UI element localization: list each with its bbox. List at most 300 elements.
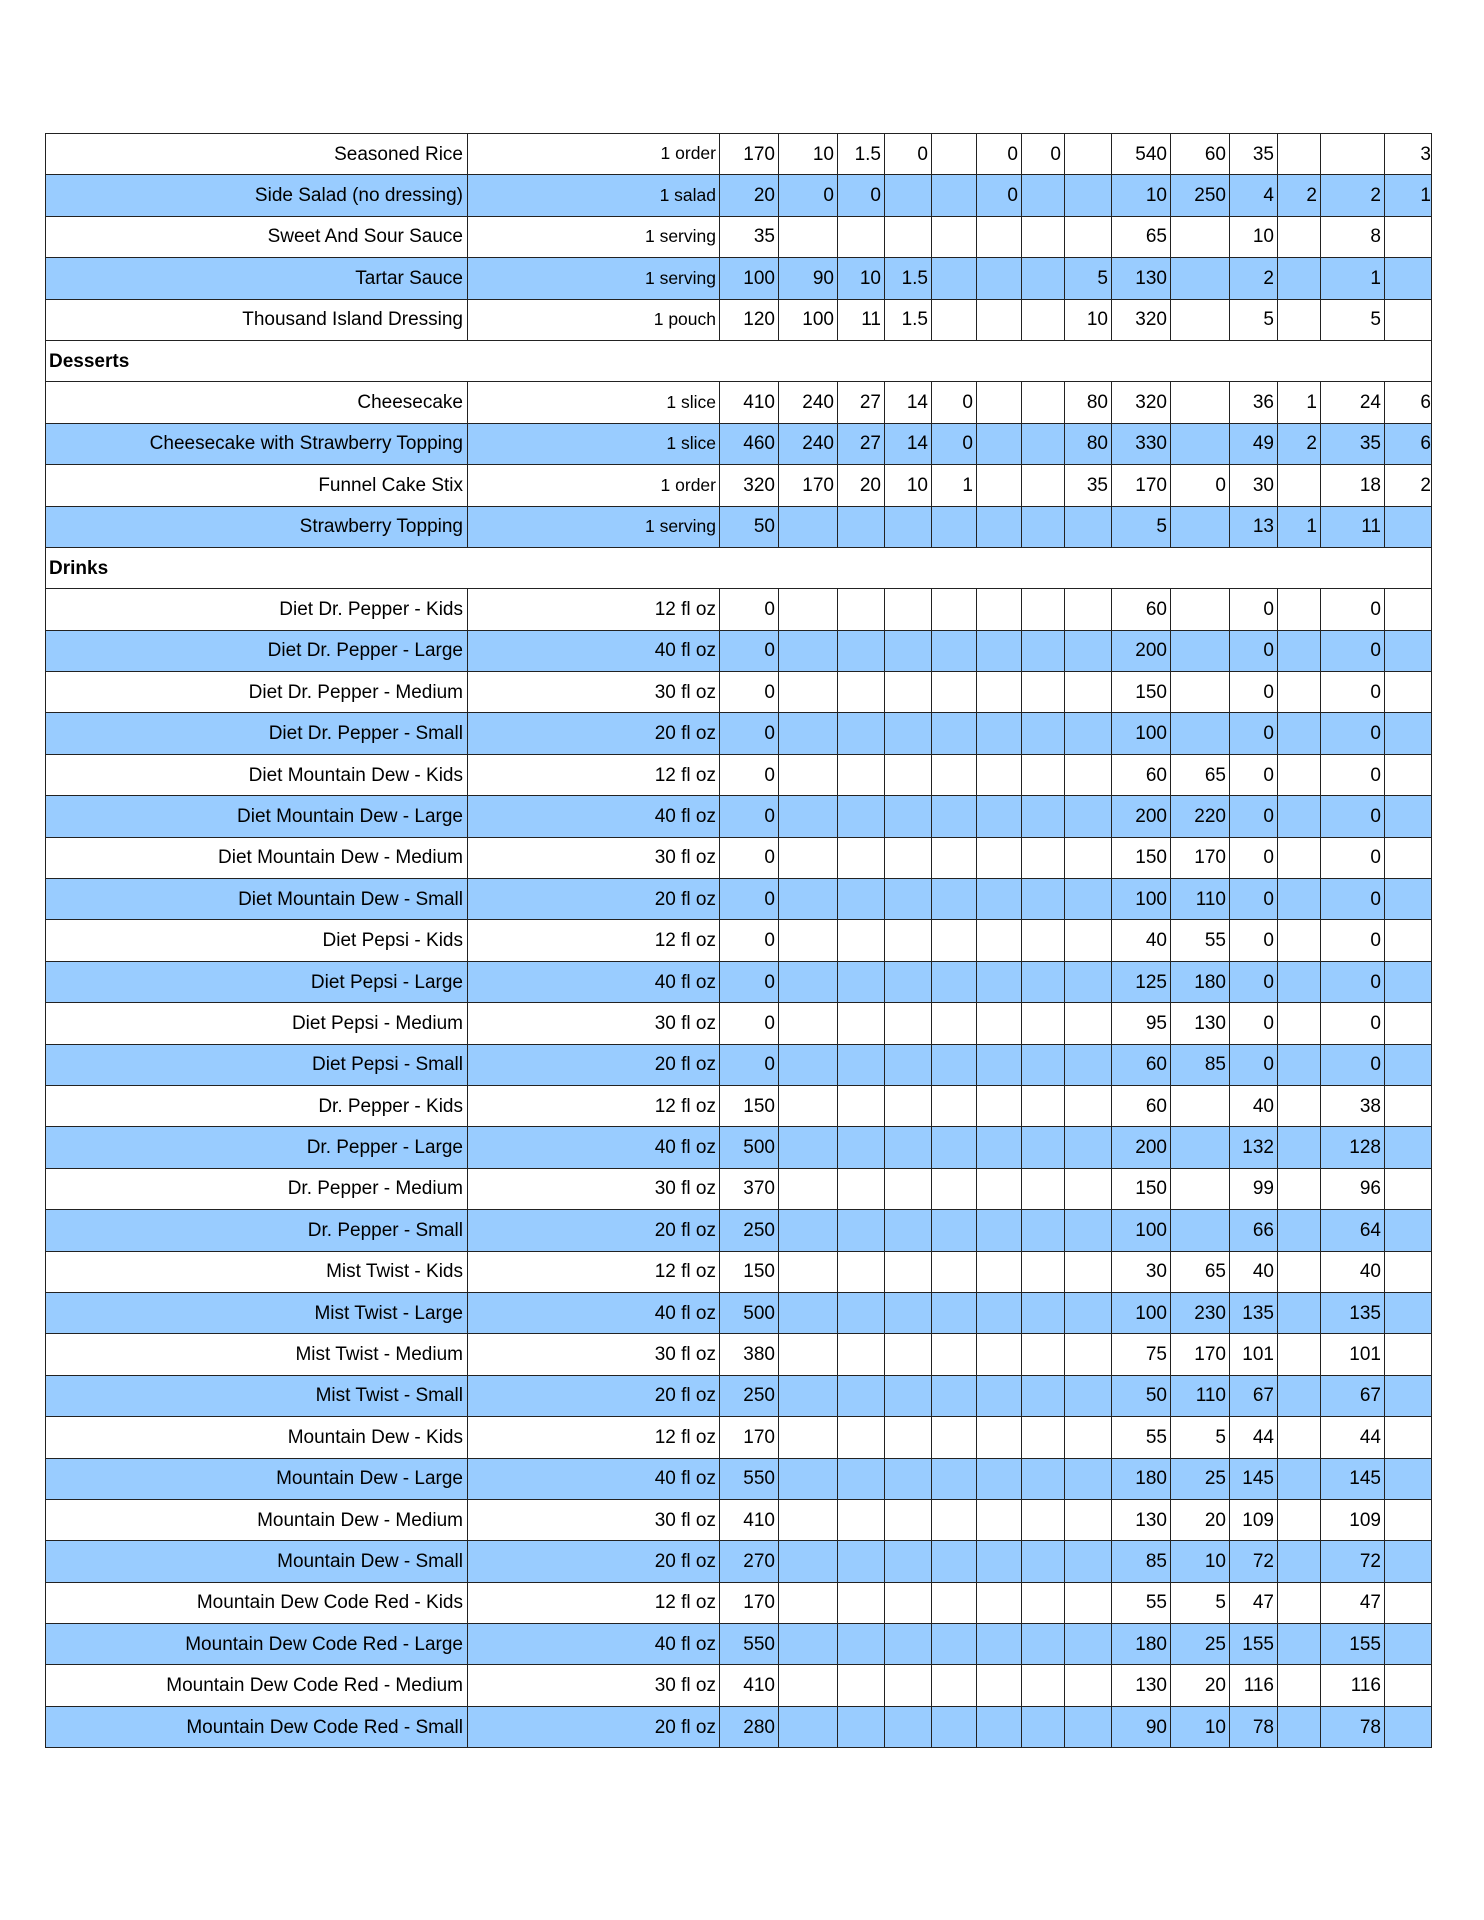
item-name-cell: Mist Twist - Medium xyxy=(46,1334,468,1375)
item-name-cell: Diet Mountain Dew - Medium xyxy=(46,837,468,878)
value-cell: 270 xyxy=(720,1541,779,1582)
value-cell: 0 xyxy=(1321,589,1385,630)
value-cell xyxy=(1171,216,1230,257)
table-row xyxy=(46,258,1432,299)
value-cell xyxy=(838,1044,885,1085)
table-row xyxy=(46,837,1432,878)
value-cell xyxy=(1022,1003,1065,1044)
value-cell xyxy=(1022,299,1065,340)
value-cell xyxy=(838,837,885,878)
item-name-cell: Dr. Pepper - Medium xyxy=(46,1168,468,1209)
table-row xyxy=(46,713,1432,754)
value-cell: 0 xyxy=(1230,713,1278,754)
value-cell: 0 xyxy=(1321,672,1385,713)
value-cell xyxy=(1278,1458,1321,1499)
serving-size-cell: 12 fl oz xyxy=(468,1582,720,1623)
value-cell: 200 xyxy=(1112,630,1171,671)
value-cell: 55 xyxy=(1112,1417,1171,1458)
serving-size-cell: 20 fl oz xyxy=(468,1044,720,1085)
value-cell: 80 xyxy=(1065,423,1112,464)
value-cell xyxy=(1385,1375,1432,1416)
item-name-cell: Cheesecake xyxy=(46,382,468,423)
value-cell: 50 xyxy=(720,506,779,547)
value-cell: 67 xyxy=(1230,1375,1278,1416)
item-name-cell: Mountain Dew - Small xyxy=(46,1541,468,1582)
value-cell xyxy=(838,1582,885,1623)
value-cell xyxy=(1171,423,1230,464)
value-cell: 20 xyxy=(838,465,885,506)
value-cell: 145 xyxy=(1321,1458,1385,1499)
value-cell: 10 xyxy=(885,465,932,506)
value-cell xyxy=(838,1085,885,1126)
value-cell: 280 xyxy=(720,1706,779,1747)
value-cell: 10 xyxy=(1171,1706,1230,1747)
item-name-cell: Dr. Pepper - Small xyxy=(46,1210,468,1251)
value-cell xyxy=(1065,1085,1112,1126)
value-cell xyxy=(932,1624,977,1665)
value-cell: 150 xyxy=(1112,672,1171,713)
value-cell xyxy=(1385,1168,1432,1209)
value-cell: 170 xyxy=(779,465,838,506)
item-name-cell: Mist Twist - Large xyxy=(46,1292,468,1333)
value-cell xyxy=(1022,1292,1065,1333)
value-cell xyxy=(838,1541,885,1582)
table-row xyxy=(46,589,1432,630)
table-row xyxy=(46,423,1432,464)
table-row xyxy=(46,1292,1432,1333)
value-cell: 110 xyxy=(1171,1375,1230,1416)
value-cell xyxy=(932,920,977,961)
value-cell: 170 xyxy=(720,1582,779,1623)
value-cell: 0 xyxy=(1321,837,1385,878)
value-cell xyxy=(1171,1168,1230,1209)
value-cell xyxy=(779,1582,838,1623)
serving-size-cell: 40 fl oz xyxy=(468,1624,720,1665)
table-row xyxy=(46,796,1432,837)
value-cell xyxy=(1022,1624,1065,1665)
value-cell xyxy=(1065,879,1112,920)
value-cell: 0 xyxy=(885,134,932,175)
value-cell xyxy=(932,1541,977,1582)
value-cell: 0 xyxy=(720,837,779,878)
value-cell: 0 xyxy=(1230,1003,1278,1044)
value-cell xyxy=(1278,1375,1321,1416)
value-cell: 0 xyxy=(1321,754,1385,795)
value-cell: 125 xyxy=(1112,961,1171,1002)
table-row xyxy=(46,1334,1432,1375)
item-name-cell: Diet Pepsi - Medium xyxy=(46,1003,468,1044)
value-cell xyxy=(932,258,977,299)
value-cell: 0 xyxy=(1230,589,1278,630)
serving-size-cell: 12 fl oz xyxy=(468,754,720,795)
table-row xyxy=(46,1375,1432,1416)
serving-size-cell: 1 serving xyxy=(468,216,720,257)
value-cell xyxy=(1278,465,1321,506)
value-cell: 13 xyxy=(1230,506,1278,547)
value-cell xyxy=(838,589,885,630)
value-cell xyxy=(779,837,838,878)
value-cell xyxy=(1385,589,1432,630)
value-cell xyxy=(779,1541,838,1582)
value-cell xyxy=(838,1251,885,1292)
value-cell xyxy=(977,1499,1022,1540)
serving-size-cell: 30 fl oz xyxy=(468,1168,720,1209)
value-cell: 6 xyxy=(1385,423,1432,464)
serving-size-cell: 1 serving xyxy=(468,258,720,299)
serving-size-cell: 20 fl oz xyxy=(468,1375,720,1416)
value-cell xyxy=(977,1706,1022,1747)
value-cell xyxy=(779,1127,838,1168)
value-cell xyxy=(1065,1665,1112,1706)
value-cell xyxy=(1278,837,1321,878)
value-cell xyxy=(932,879,977,920)
value-cell xyxy=(1065,837,1112,878)
value-cell xyxy=(1022,589,1065,630)
value-cell xyxy=(932,1458,977,1499)
value-cell: 50 xyxy=(1112,1375,1171,1416)
table-row xyxy=(46,299,1432,340)
value-cell xyxy=(1065,589,1112,630)
value-cell xyxy=(1065,1210,1112,1251)
value-cell xyxy=(1278,1541,1321,1582)
item-name-cell: Tartar Sauce xyxy=(46,258,468,299)
value-cell: 24 xyxy=(1321,382,1385,423)
serving-size-cell: 1 serving xyxy=(468,506,720,547)
value-cell xyxy=(885,1251,932,1292)
value-cell xyxy=(977,1003,1022,1044)
value-cell: 220 xyxy=(1171,796,1230,837)
value-cell xyxy=(1385,1499,1432,1540)
value-cell: 2 xyxy=(1278,175,1321,216)
value-cell: 120 xyxy=(720,299,779,340)
value-cell: 85 xyxy=(1171,1044,1230,1085)
value-cell xyxy=(977,465,1022,506)
value-cell xyxy=(1385,837,1432,878)
value-cell xyxy=(977,754,1022,795)
value-cell xyxy=(932,134,977,175)
value-cell xyxy=(838,506,885,547)
value-cell xyxy=(977,1251,1022,1292)
value-cell xyxy=(779,754,838,795)
value-cell xyxy=(885,1458,932,1499)
value-cell: 49 xyxy=(1230,423,1278,464)
value-cell: 135 xyxy=(1321,1292,1385,1333)
value-cell xyxy=(1171,713,1230,754)
value-cell: 109 xyxy=(1321,1499,1385,1540)
table-row xyxy=(46,175,1432,216)
value-cell: 65 xyxy=(1112,216,1171,257)
value-cell: 170 xyxy=(1112,465,1171,506)
value-cell xyxy=(779,1251,838,1292)
value-cell xyxy=(779,1417,838,1458)
value-cell xyxy=(779,1624,838,1665)
value-cell xyxy=(1385,216,1432,257)
value-cell: 95 xyxy=(1112,1003,1171,1044)
value-cell xyxy=(885,1706,932,1747)
value-cell: 200 xyxy=(1112,1127,1171,1168)
value-cell: 0 xyxy=(1230,672,1278,713)
value-cell xyxy=(977,1458,1022,1499)
value-cell: 1 xyxy=(1321,258,1385,299)
value-cell: 116 xyxy=(1230,1665,1278,1706)
value-cell: 0 xyxy=(932,382,977,423)
value-cell xyxy=(1171,630,1230,671)
value-cell: 0 xyxy=(1022,134,1065,175)
value-cell: 0 xyxy=(1230,1044,1278,1085)
value-cell: 72 xyxy=(1321,1541,1385,1582)
value-cell: 3 xyxy=(1385,134,1432,175)
item-name-cell: Dr. Pepper - Large xyxy=(46,1127,468,1168)
value-cell xyxy=(932,754,977,795)
value-cell: 10 xyxy=(1112,175,1171,216)
value-cell xyxy=(1385,1458,1432,1499)
value-cell xyxy=(838,1458,885,1499)
value-cell: 2 xyxy=(1230,258,1278,299)
value-cell xyxy=(1022,1085,1065,1126)
value-cell: 35 xyxy=(1230,134,1278,175)
value-cell xyxy=(838,1375,885,1416)
value-cell xyxy=(932,1375,977,1416)
serving-size-cell: 30 fl oz xyxy=(468,1003,720,1044)
value-cell xyxy=(977,1168,1022,1209)
value-cell: 47 xyxy=(1321,1582,1385,1623)
value-cell: 10 xyxy=(838,258,885,299)
value-cell xyxy=(977,1044,1022,1085)
value-cell: 170 xyxy=(1171,837,1230,878)
value-cell xyxy=(1278,589,1321,630)
category-header-row xyxy=(46,547,1432,588)
value-cell: 180 xyxy=(1112,1458,1171,1499)
value-cell xyxy=(779,1044,838,1085)
value-cell xyxy=(1278,1168,1321,1209)
value-cell xyxy=(977,1127,1022,1168)
value-cell xyxy=(885,1499,932,1540)
value-cell xyxy=(1278,1582,1321,1623)
value-cell xyxy=(1385,1127,1432,1168)
value-cell xyxy=(1065,1334,1112,1375)
value-cell: 1 xyxy=(1278,506,1321,547)
value-cell: 250 xyxy=(720,1210,779,1251)
value-cell xyxy=(838,1003,885,1044)
item-name-cell: Funnel Cake Stix xyxy=(46,465,468,506)
table-row xyxy=(46,1251,1432,1292)
table-row xyxy=(46,1210,1432,1251)
value-cell: 150 xyxy=(1112,1168,1171,1209)
serving-size-cell: 20 fl oz xyxy=(468,1541,720,1582)
value-cell: 550 xyxy=(720,1458,779,1499)
value-cell xyxy=(932,1127,977,1168)
value-cell xyxy=(1022,382,1065,423)
value-cell xyxy=(932,1003,977,1044)
value-cell xyxy=(1385,879,1432,920)
value-cell xyxy=(885,506,932,547)
value-cell: 60 xyxy=(1112,1085,1171,1126)
value-cell xyxy=(885,1003,932,1044)
value-cell xyxy=(838,879,885,920)
value-cell: 380 xyxy=(720,1334,779,1375)
value-cell: 4 xyxy=(1230,175,1278,216)
item-name-cell: Diet Mountain Dew - Large xyxy=(46,796,468,837)
value-cell: 0 xyxy=(1230,879,1278,920)
value-cell xyxy=(932,1210,977,1251)
serving-size-cell: 40 fl oz xyxy=(468,630,720,671)
value-cell xyxy=(1022,1706,1065,1747)
value-cell xyxy=(932,1251,977,1292)
value-cell: 0 xyxy=(720,1003,779,1044)
value-cell: 101 xyxy=(1321,1334,1385,1375)
value-cell: 67 xyxy=(1321,1375,1385,1416)
value-cell xyxy=(932,506,977,547)
value-cell xyxy=(977,630,1022,671)
value-cell: 8 xyxy=(1321,216,1385,257)
value-cell: 65 xyxy=(1171,754,1230,795)
value-cell xyxy=(1065,630,1112,671)
value-cell xyxy=(977,506,1022,547)
item-name-cell: Mountain Dew Code Red - Small xyxy=(46,1706,468,1747)
value-cell xyxy=(885,1582,932,1623)
value-cell: 0 xyxy=(720,961,779,1002)
value-cell: 110 xyxy=(1171,879,1230,920)
value-cell: 320 xyxy=(1112,382,1171,423)
serving-size-cell: 40 fl oz xyxy=(468,1127,720,1168)
table-row xyxy=(46,1127,1432,1168)
value-cell xyxy=(1385,1003,1432,1044)
serving-size-cell: 20 fl oz xyxy=(468,1706,720,1747)
value-cell xyxy=(1065,754,1112,795)
item-name-cell: Side Salad (no dressing) xyxy=(46,175,468,216)
value-cell xyxy=(1385,1541,1432,1582)
value-cell xyxy=(977,589,1022,630)
value-cell xyxy=(1278,1085,1321,1126)
value-cell: 65 xyxy=(1171,1251,1230,1292)
value-cell xyxy=(838,1417,885,1458)
value-cell: 10 xyxy=(1065,299,1112,340)
value-cell xyxy=(977,1375,1022,1416)
value-cell xyxy=(1065,1624,1112,1665)
serving-size-cell: 30 fl oz xyxy=(468,1499,720,1540)
value-cell xyxy=(1385,258,1432,299)
value-cell xyxy=(932,1499,977,1540)
value-cell: 250 xyxy=(720,1375,779,1416)
value-cell xyxy=(1278,796,1321,837)
value-cell xyxy=(1385,630,1432,671)
value-cell xyxy=(932,630,977,671)
value-cell xyxy=(885,589,932,630)
item-name-cell: Diet Mountain Dew - Small xyxy=(46,879,468,920)
value-cell xyxy=(838,630,885,671)
value-cell xyxy=(885,1210,932,1251)
value-cell xyxy=(838,672,885,713)
value-cell: 145 xyxy=(1230,1458,1278,1499)
value-cell: 35 xyxy=(1321,423,1385,464)
value-cell: 5 xyxy=(1171,1582,1230,1623)
table-row xyxy=(46,920,1432,961)
value-cell xyxy=(1022,423,1065,464)
value-cell xyxy=(1278,713,1321,754)
value-cell: 64 xyxy=(1321,1210,1385,1251)
value-cell: 1.5 xyxy=(885,299,932,340)
value-cell: 5 xyxy=(1321,299,1385,340)
value-cell: 150 xyxy=(720,1251,779,1292)
value-cell: 1.5 xyxy=(838,134,885,175)
table-row xyxy=(46,1458,1432,1499)
value-cell: 135 xyxy=(1230,1292,1278,1333)
value-cell xyxy=(1278,1251,1321,1292)
value-cell xyxy=(1171,589,1230,630)
serving-size-cell: 1 slice xyxy=(468,382,720,423)
value-cell xyxy=(1171,1127,1230,1168)
value-cell xyxy=(1022,1375,1065,1416)
value-cell: 170 xyxy=(1171,1334,1230,1375)
value-cell xyxy=(779,713,838,754)
serving-size-cell: 12 fl oz xyxy=(468,1085,720,1126)
value-cell xyxy=(1385,713,1432,754)
table-row xyxy=(46,1499,1432,1540)
item-name-cell: Sweet And Sour Sauce xyxy=(46,216,468,257)
table-row xyxy=(46,754,1432,795)
value-cell xyxy=(1385,961,1432,1002)
value-cell xyxy=(779,1665,838,1706)
serving-size-cell: 40 fl oz xyxy=(468,1458,720,1499)
value-cell xyxy=(977,1292,1022,1333)
serving-size-cell: 30 fl oz xyxy=(468,837,720,878)
value-cell: 30 xyxy=(1112,1251,1171,1292)
value-cell: 40 xyxy=(1230,1085,1278,1126)
value-cell xyxy=(1385,299,1432,340)
table-row xyxy=(46,1624,1432,1665)
value-cell xyxy=(1022,754,1065,795)
value-cell: 500 xyxy=(720,1292,779,1333)
item-name-cell: Mountain Dew - Kids xyxy=(46,1417,468,1458)
value-cell: 44 xyxy=(1230,1417,1278,1458)
value-cell xyxy=(885,961,932,1002)
value-cell xyxy=(1065,1458,1112,1499)
value-cell xyxy=(977,961,1022,1002)
value-cell: 155 xyxy=(1230,1624,1278,1665)
value-cell: 100 xyxy=(1112,713,1171,754)
value-cell xyxy=(932,1706,977,1747)
value-cell: 5 xyxy=(1112,506,1171,547)
value-cell xyxy=(1022,1458,1065,1499)
value-cell xyxy=(1022,506,1065,547)
value-cell: 2 xyxy=(1321,175,1385,216)
value-cell: 90 xyxy=(1112,1706,1171,1747)
value-cell xyxy=(1022,175,1065,216)
value-cell: 0 xyxy=(779,175,838,216)
value-cell xyxy=(1278,216,1321,257)
value-cell xyxy=(1022,465,1065,506)
value-cell xyxy=(779,1458,838,1499)
value-cell: 10 xyxy=(1171,1541,1230,1582)
value-cell: 250 xyxy=(1171,175,1230,216)
value-cell xyxy=(1171,1210,1230,1251)
value-cell: 60 xyxy=(1112,754,1171,795)
value-cell xyxy=(1065,1251,1112,1292)
value-cell: 2 xyxy=(1385,465,1432,506)
value-cell xyxy=(1278,1706,1321,1747)
value-cell: 0 xyxy=(720,672,779,713)
value-cell: 66 xyxy=(1230,1210,1278,1251)
value-cell xyxy=(779,1085,838,1126)
value-cell xyxy=(1065,1582,1112,1623)
value-cell: 2 xyxy=(1278,423,1321,464)
item-name-cell: Mountain Dew Code Red - Kids xyxy=(46,1582,468,1623)
value-cell xyxy=(885,1541,932,1582)
value-cell xyxy=(885,1127,932,1168)
value-cell: 370 xyxy=(720,1168,779,1209)
item-name-cell: Mountain Dew - Medium xyxy=(46,1499,468,1540)
value-cell xyxy=(1171,672,1230,713)
